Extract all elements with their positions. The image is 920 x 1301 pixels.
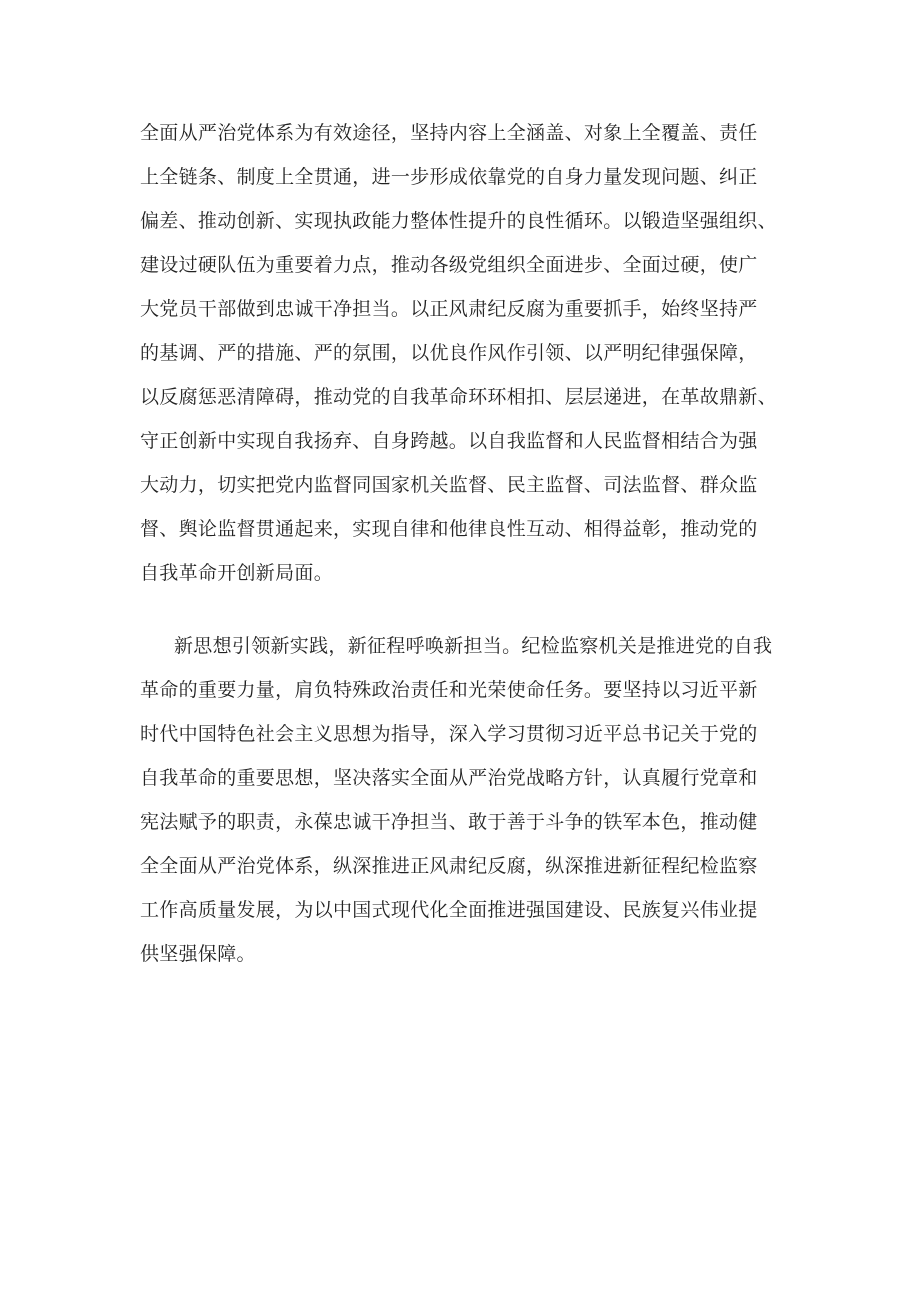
- paragraph-line: 偏差、推动创新、实现执政能力整体性提升的良性循环。以锻造坚强组织、: [140, 210, 777, 232]
- paragraph-line: 宪法赋予的职责，永葆忠诚干净担当、敢于善于斗争的铁军本色，推动健: [140, 811, 758, 833]
- paragraph-line: 督、舆论监督贯通起来，实现自律和他律良性互动、相得益彰，推动党的: [140, 518, 758, 540]
- paragraph-line: 时代中国特色社会主义思想为指导，深入学习贯彻习近平总书记关于党的: [140, 723, 758, 745]
- paragraph-line: 自我革命开创新局面。: [140, 562, 334, 584]
- paragraph-line: 大动力，切实把党内监督同国家机关监督、民主监督、司法监督、群众监: [140, 474, 758, 496]
- paragraph-line: 上全链条、制度上全贯通，进一步形成依靠党的自身力量发现问题、纠正: [140, 166, 758, 188]
- paragraph-line: 建设过硬队伍为重要着力点，推动各级党组织全面进步、全面过硬，使广: [140, 254, 758, 276]
- paragraph-line: 工作高质量发展，为以中国式现代化全面推进强国建设、民族复兴伟业提: [140, 899, 758, 921]
- paragraph-line: 大党员干部做到忠诚干净担当。以正风肃纪反腐为重要抓手，始终坚持严: [140, 298, 758, 320]
- paragraph-line: 的基调、严的措施、严的氛围，以优良作风作引领、以严明纪律强保障，: [140, 342, 758, 364]
- paragraph-line: 守正创新中实现自我扬弃、自身跨越。以自我监督和人民监督相结合为强: [140, 430, 758, 452]
- paragraph-line: 以反腐惩恶清障碍，推动党的自我革命环环相扣、层层递进，在革故鼎新、: [140, 386, 777, 408]
- paragraph-line: 全面从严治党体系为有效途径，坚持内容上全涵盖、对象上全覆盖、责任: [140, 122, 758, 144]
- paragraph-line: 供坚强保障。: [140, 943, 256, 965]
- paragraph-line: 革命的重要力量，肩负特殊政治责任和光荣使命任务。要坚持以习近平新: [140, 679, 758, 701]
- paragraph-line: 新思想引领新实践，新征程呼唤新担当。纪检监察机关是推进党的自我: [174, 635, 773, 657]
- paragraph-line: 全全面从严治党体系，纵深推进正风肃纪反腐，纵深推进新征程纪检监察: [140, 855, 758, 877]
- paragraph-line: 自我革命的重要思想，坚决落实全面从严治党战略方针，认真履行党章和: [140, 767, 758, 789]
